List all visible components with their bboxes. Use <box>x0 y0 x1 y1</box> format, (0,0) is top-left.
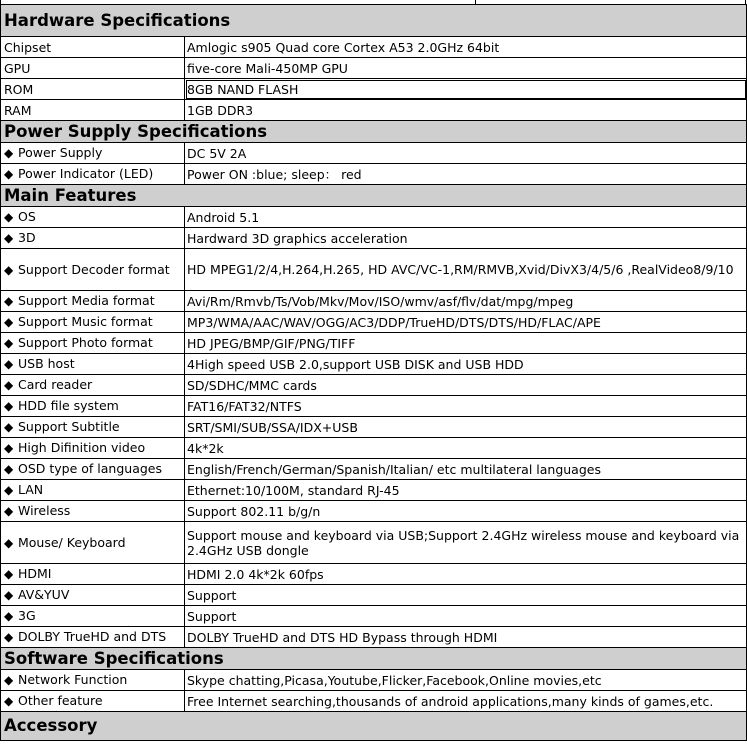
table-row <box>1 333 747 354</box>
spec-label: High Difinition video <box>18 440 146 455</box>
spec-value: Hardward 3D graphics acceleration <box>185 228 747 249</box>
table-row <box>1 143 747 164</box>
spec-label: Other feature <box>18 693 103 708</box>
spec-label: ROM <box>1 79 185 100</box>
diamond-bullet-icon: ◆ <box>4 630 14 644</box>
table-row <box>1 691 747 712</box>
section-title: Hardware Specifications <box>4 10 231 30</box>
spec-value: Avi/Rm/Rmvb/Ts/Vob/Mkv/Mov/ISO/wmv/asf/flv/dat/mpg/mpeg <box>185 291 747 312</box>
diamond-bullet-icon: ◆ <box>4 210 14 224</box>
table-row <box>1 564 747 585</box>
spec-label: 3D <box>18 230 36 245</box>
spec-label: Wireless <box>18 503 71 518</box>
section-title: Accessory <box>4 716 98 735</box>
table-row <box>1 501 747 522</box>
spec-label: Support Media format <box>18 293 155 308</box>
table-row <box>1 228 747 249</box>
spec-label: Support Decoder format <box>18 261 170 277</box>
section-header-accessory <box>1 712 747 741</box>
table-row <box>1 396 747 417</box>
spec-label: Power Indicator (LED) <box>18 166 154 181</box>
diamond-bullet-icon: ◆ <box>4 146 14 160</box>
spec-label: RAM <box>1 100 185 121</box>
diamond-bullet-icon: ◆ <box>4 294 14 308</box>
table-row <box>1 312 747 333</box>
section-title: Power Supply Specifications <box>4 121 268 141</box>
diamond-bullet-icon: ◆ <box>4 609 14 623</box>
table-row <box>1 291 747 312</box>
spec-label: GPU <box>1 58 185 79</box>
spec-value: Support 802.11 b/g/n <box>185 501 747 522</box>
section-header-software <box>1 648 747 670</box>
table-row <box>1 79 747 100</box>
diamond-bullet-icon: ◆ <box>4 231 14 245</box>
table-row <box>1 37 747 58</box>
spec-value: Free Internet searching,thousands of android applications,many kinds of games,etc. <box>185 691 747 712</box>
spec-label: Support Music format <box>18 314 153 329</box>
spec-label: Mouse/ Keyboard <box>18 534 126 550</box>
spec-value: Ethernet:10/100M, standard RJ-45 <box>185 480 747 501</box>
diamond-bullet-icon: ◆ <box>4 315 14 329</box>
spec-value: HD MPEG1/2/4,H.264,H.265, HD AVC/VC-1,RM/RMVB,Xvid/DivX3/4/5/6 ,RealVideo8/9/10 <box>185 249 747 291</box>
table-row <box>1 417 747 438</box>
spec-label: Card reader <box>18 377 93 392</box>
spec-value: Power ON :blue; sleep： red <box>185 164 747 185</box>
diamond-bullet-icon: ◆ <box>4 462 14 476</box>
table-row <box>1 375 747 396</box>
diamond-bullet-icon: ◆ <box>4 262 14 277</box>
selected-cell[interactable]: 8GB NAND FLASH <box>185 79 747 100</box>
spec-label: 3G <box>18 608 36 623</box>
table-row <box>1 459 747 480</box>
spec-label: HDD file system <box>18 398 119 413</box>
spec-value: English/French/German/Spanish/Italian/ etc multilateral languages <box>185 459 747 480</box>
spec-value: five-core Mali-450MP GPU <box>185 58 747 79</box>
table-row <box>1 627 747 648</box>
spec-label: DOLBY TrueHD and DTS <box>18 629 167 644</box>
spec-value: Skype chatting,Picasa,Youtube,Flicker,Facebook,Online movies,etc <box>185 670 747 691</box>
spec-value: Android 5.1 <box>185 207 747 228</box>
spec-value: SRT/SMI/SUB/SSA/IDX+USB <box>185 417 747 438</box>
diamond-bullet-icon: ◆ <box>4 694 14 708</box>
spec-label: LAN <box>18 482 44 497</box>
diamond-bullet-icon: ◆ <box>4 535 14 550</box>
spec-value: Support <box>185 606 747 627</box>
spec-label: Chipset <box>1 37 185 58</box>
spec-label: Power Supply <box>18 145 103 160</box>
diamond-bullet-icon: ◆ <box>4 378 14 392</box>
spec-label: AV&YUV <box>18 587 70 602</box>
table-row <box>1 354 747 375</box>
spec-value: DC 5V 2A <box>185 143 747 164</box>
table-row <box>1 522 747 564</box>
spec-label: USB host <box>18 356 75 371</box>
diamond-bullet-icon: ◆ <box>4 567 14 581</box>
spec-value: HDMI 2.0 4k*2k 60fps <box>185 564 747 585</box>
diamond-bullet-icon: ◆ <box>4 673 14 687</box>
spec-value: 4k*2k <box>185 438 747 459</box>
diamond-bullet-icon: ◆ <box>4 420 14 434</box>
section-title: Software Specifications <box>4 648 224 668</box>
spec-value: Support mouse and keyboard via USB;Support 2.4GHz wireless mouse and keyboard via 2.4GHz USB dongle <box>185 522 747 564</box>
spec-label: OS <box>18 209 36 224</box>
spec-value: MP3/WMA/AAC/WAV/OGG/AC3/DDP/TrueHD/DTS/DTS/HD/FLAC/APE <box>185 312 747 333</box>
spec-value: Amlogic s905 Quad core Cortex A53 2.0GHz 64bit <box>185 37 747 58</box>
spec-value: Support <box>185 585 747 606</box>
table-row <box>1 606 747 627</box>
spec-label: Network Function <box>18 672 128 687</box>
spec-value: FAT16/FAT32/NTFS <box>185 396 747 417</box>
diamond-bullet-icon: ◆ <box>4 336 14 350</box>
spec-label: Support Photo format <box>18 335 153 350</box>
spec-table <box>0 4 747 741</box>
spec-value: DOLBY TrueHD and DTS HD Bypass through HDMI <box>185 627 747 648</box>
diamond-bullet-icon: ◆ <box>4 588 14 602</box>
section-header-main <box>1 185 747 207</box>
spec-label: HDMI <box>18 566 52 581</box>
diamond-bullet-icon: ◆ <box>4 483 14 497</box>
table-row <box>1 207 747 228</box>
diamond-bullet-icon: ◆ <box>4 504 14 518</box>
spec-value: HD JPEG/BMP/GIF/PNG/TIFF <box>185 333 747 354</box>
section-header-hardware <box>1 5 747 37</box>
table-row <box>1 58 747 79</box>
diamond-bullet-icon: ◆ <box>4 399 14 413</box>
section-title: Main Features <box>4 185 137 205</box>
spec-label: Support Subtitle <box>18 419 120 434</box>
table-row <box>1 670 747 691</box>
diamond-bullet-icon: ◆ <box>4 357 14 371</box>
section-header-power <box>1 121 747 143</box>
table-row <box>1 164 747 185</box>
spec-label: OSD type of languages <box>18 461 163 476</box>
spec-value: 4High speed USB 2.0,support USB DISK and USB HDD <box>185 354 747 375</box>
diamond-bullet-icon: ◆ <box>4 441 14 455</box>
diamond-bullet-icon: ◆ <box>4 167 14 181</box>
spec-value: 1GB DDR3 <box>185 100 747 121</box>
table-row <box>1 585 747 606</box>
table-row <box>1 249 747 291</box>
table-row <box>1 480 747 501</box>
table-row <box>1 100 747 121</box>
table-row <box>1 438 747 459</box>
spec-value: SD/SDHC/MMC cards <box>185 375 747 396</box>
